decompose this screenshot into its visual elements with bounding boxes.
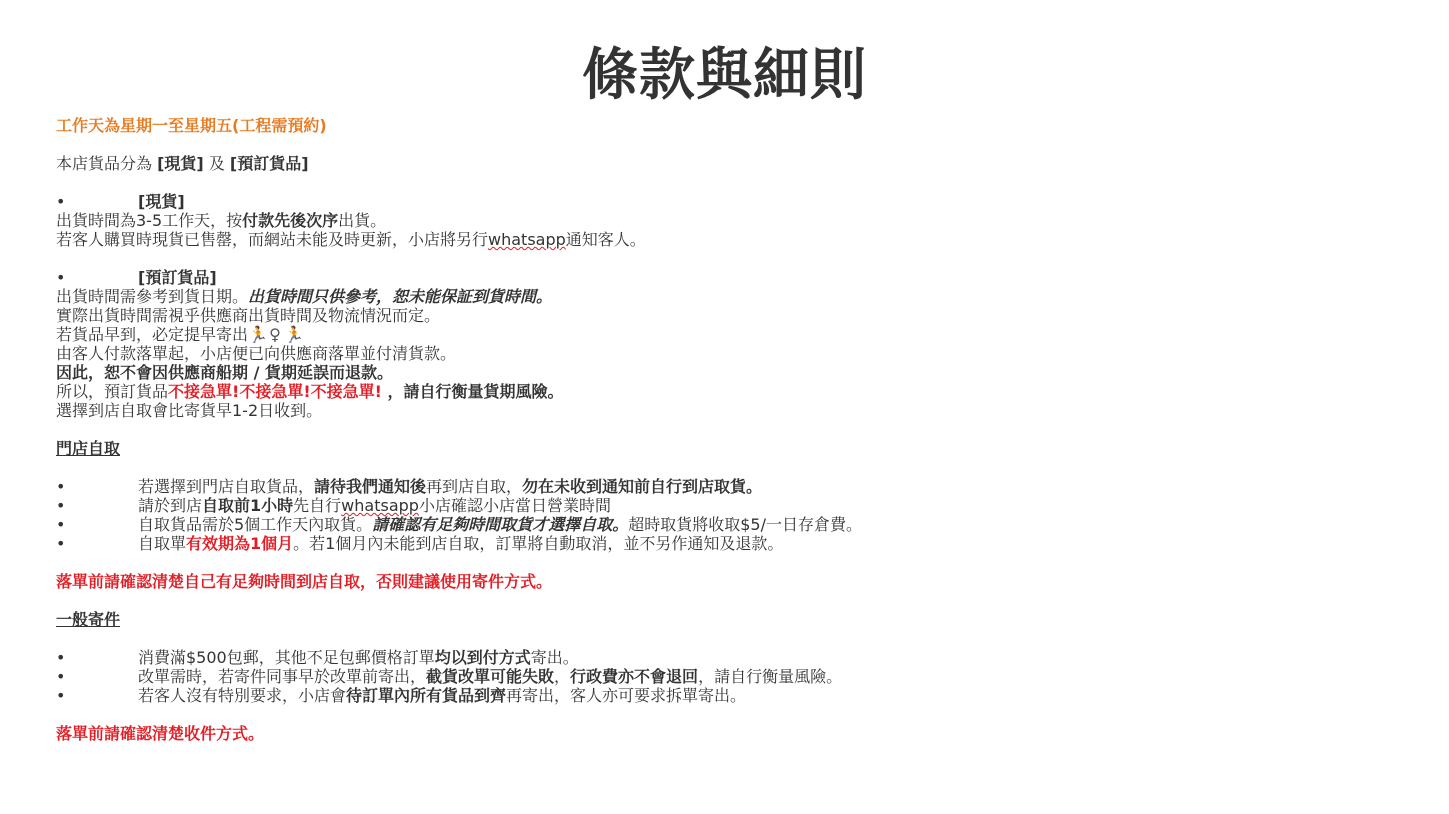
pickup-item-text: 再到店自取，	[426, 477, 523, 496]
whatsapp-word: whatsapp	[488, 230, 566, 249]
shipping-item-text: 再寄出，客人亦可要求拆單寄出。	[506, 686, 747, 705]
pickup-item-text: 。若1個月內未能到店自取，訂單將自動取消，並不另作通知及退款。	[293, 534, 784, 553]
current-heading	[56, 192, 1416, 211]
female-sign-icon: ♀	[269, 325, 281, 344]
shipping-item-text: 若客人沒有特別要求，小店會	[138, 686, 347, 705]
current-line-1-prefix: 出貨時間為3-5工作天，按	[56, 211, 243, 230]
preorder-line-4: 由客人付款落單起，小店便已向供應商落單並付清貨款。	[56, 344, 457, 363]
current-line-2-suffix: 通知客人。	[565, 230, 646, 249]
current-line-1-suffix: 出貨。	[338, 211, 387, 230]
bullet-icon	[56, 496, 138, 515]
pickup-item-emphasis: 請確認有足夠時間取貨才選擇自取。	[372, 515, 629, 534]
preorder-line-3	[56, 325, 1416, 344]
pickup-item-text: 自取貨品需於5個工作天內取貨。	[138, 515, 373, 534]
running-woman-icon: 🏃	[248, 325, 268, 344]
pickup-item-text: 小店確認小店當日營業時間	[418, 496, 611, 515]
goods-intro	[56, 154, 1416, 173]
pickup-item-bold: 自取前1小時	[202, 496, 294, 515]
bullet-icon	[56, 192, 138, 211]
bullet-icon	[56, 667, 138, 686]
preorder-line-3-text: 若貨品早到，必定提早寄出	[56, 325, 249, 344]
current-line-2-prefix: 若客人購買時現貨已售罄，而網站未能及時更新，小店將另行	[56, 230, 489, 249]
shipping-item	[56, 686, 1416, 705]
goods-intro-preorder: [預訂貨品]	[229, 154, 309, 173]
preorder-line-1-emphasis: 出貨時間只供參考，恕未能保証到貨時間。	[248, 287, 553, 306]
pickup-item-bold: 請待我們通知後	[314, 477, 427, 496]
running-person-icon: 🏃	[284, 325, 304, 344]
shipping-item	[56, 667, 1416, 686]
preorder-line-5: 因此，恕不會因供應商船期 / 貨期延誤而退款。	[56, 363, 393, 382]
pickup-validity: 有效期為1個月	[186, 534, 294, 553]
pickup-item	[56, 496, 1416, 515]
terms-content	[56, 116, 1416, 743]
shipping-item-bold: 待訂單內所有貨品到齊	[346, 686, 507, 705]
current-line-1-bold: 付款先後次序	[242, 211, 339, 230]
shipping-item-text: ，	[554, 667, 571, 686]
current-heading-label: [現貨]	[138, 192, 185, 211]
preorder-heading-label: [預訂貨品]	[138, 268, 217, 287]
goods-intro-current: [現貨]	[157, 154, 204, 173]
shipping-heading: 一般寄件	[56, 610, 121, 629]
no-rush-order-warning: 不接急單!不接急單!不接急單!	[168, 382, 382, 401]
bullet-icon	[56, 534, 138, 553]
bullet-icon	[56, 648, 138, 667]
workday-note: 工作天為星期一至星期五(工程需預約)	[56, 116, 327, 135]
pickup-item-text: 先自行	[293, 496, 342, 515]
pickup-item-bold: 勿在未收到通知前自行到店取貨。	[522, 477, 763, 496]
pickup-item-text: 自取單	[138, 534, 187, 553]
preorder-line-6-bold: ，請自行衡量貨期風險。	[381, 382, 564, 401]
bullet-icon	[56, 515, 138, 534]
pickup-item-text: 若選擇到門店自取貨品，	[138, 477, 315, 496]
pickup-item-text: 超時取貨將收取$5/一日存倉費。	[628, 515, 862, 534]
current-line-1	[56, 211, 1416, 230]
shipping-item-bold: 截貨改單可能失敗	[426, 667, 555, 686]
pickup-warning: 落單前請確認清楚自己有足夠時間到店自取，否則建議使用寄件方式。	[56, 572, 553, 591]
pickup-item	[56, 515, 1416, 534]
bullet-icon	[56, 686, 138, 705]
shipping-item-text: 寄出。	[530, 648, 579, 667]
goods-intro-mid: 及	[203, 154, 230, 173]
shipping-item-bold: 行政費亦不會退回	[570, 667, 699, 686]
shipping-item-text: 改單需時，若寄件同事早於改單前寄出，	[138, 667, 427, 686]
preorder-line-7: 選擇到店自取會比寄貨早1-2日收到。	[56, 401, 323, 420]
page-title: 條款與細則	[582, 42, 867, 108]
bullet-icon	[56, 477, 138, 496]
whatsapp-word: whatsapp	[341, 496, 419, 515]
pickup-heading: 門店自取	[56, 439, 121, 458]
preorder-line-1-prefix: 出貨時間需參考到貨日期。	[56, 287, 249, 306]
shipping-item-text: 消費滿$500包郵，其他不足包郵價格訂單	[138, 648, 435, 667]
shipping-warning: 落單前請確認清楚收件方式。	[56, 724, 265, 743]
shipping-item-text: ，請自行衡量風險。	[698, 667, 843, 686]
pickup-item	[56, 477, 1416, 496]
pickup-item-text: 請於到店	[138, 496, 203, 515]
preorder-line-2: 實際出貨時間需視乎供應商出貨時間及物流情況而定。	[56, 306, 441, 325]
pickup-item	[56, 534, 1416, 553]
current-line-2	[56, 230, 1416, 249]
goods-intro-prefix: 本店貨品分為	[56, 154, 158, 173]
preorder-line-1	[56, 287, 1416, 306]
shipping-item-bold: 均以到付方式	[434, 648, 531, 667]
preorder-heading	[56, 268, 1416, 287]
preorder-line-6	[56, 382, 1416, 401]
preorder-line-6-prefix: 所以，預訂貨品	[56, 382, 169, 401]
bullet-icon	[56, 268, 138, 287]
shipping-item	[56, 648, 1416, 667]
